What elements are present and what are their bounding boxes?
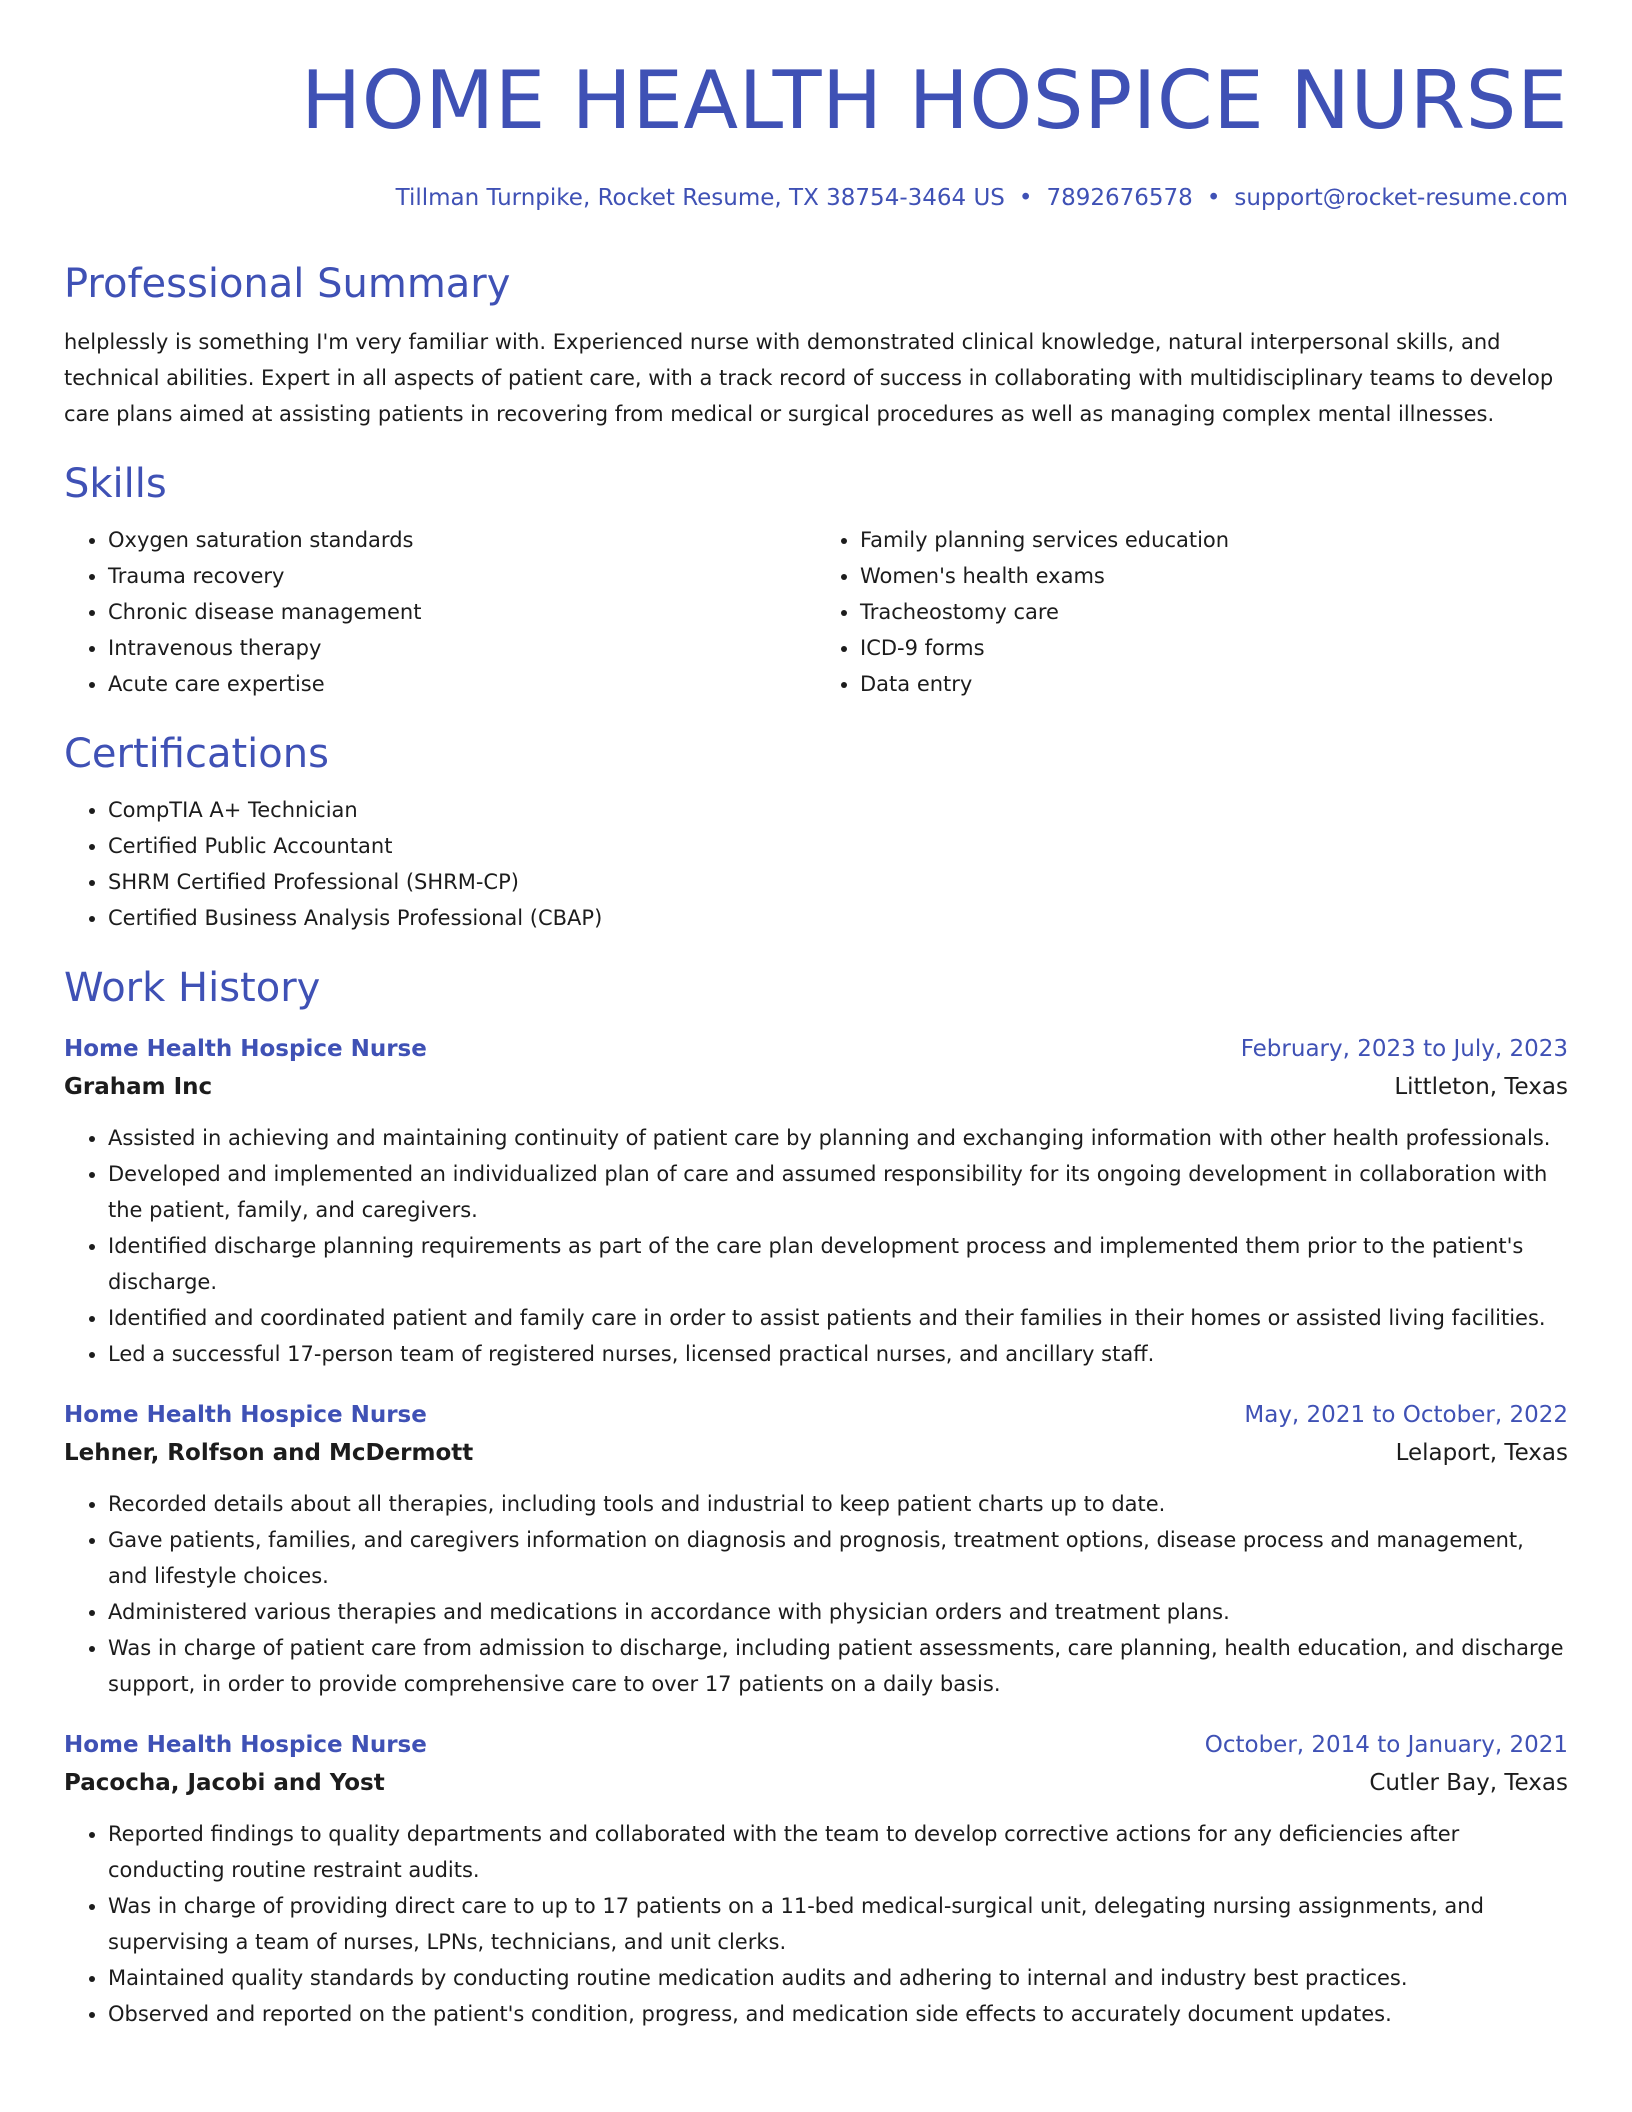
job-bullet: • Identified and coordinated patient and family care in order to assist patients and their families in their homes or assisted living facilities.: [108, 1300, 1568, 1336]
contact-address: Tillman Turnpike, Rocket Resume, TX 38754-3464 US: [395, 185, 1005, 211]
certification-item: • SHRM Certified Professional (SHRM-CP): [108, 864, 1568, 900]
certifications-heading: Certifications: [64, 731, 329, 777]
job-bullets: [64, 1486, 1568, 1702]
contact-phone: 7892676578: [1046, 185, 1193, 211]
job-location: Lelaport, Texas: [1395, 1440, 1568, 1466]
skill-item: • Intravenous therapy: [108, 630, 816, 666]
job-company-row: [64, 1068, 1568, 1106]
skills-heading: Skills: [64, 461, 167, 507]
job-location: Littleton, Texas: [1394, 1074, 1568, 1100]
skill-item: • ICD-9 forms: [860, 630, 1568, 666]
job-title: Home Health Hospice Nurse: [64, 1732, 427, 1758]
resume-header: [64, 52, 1568, 212]
job-title: Home Health Hospice Nurse: [64, 1402, 427, 1428]
skills-list-left: [64, 522, 816, 702]
job-bullets: [64, 1816, 1568, 2032]
job-company-row: [64, 1434, 1568, 1472]
job-company: Pacocha, Jacobi and Yost: [64, 1770, 385, 1796]
job-bullet: • Recorded details about all therapies, including tools and industrial to keep patient charts up to date.: [108, 1486, 1568, 1522]
job-title: Home Health Hospice Nurse: [64, 1036, 427, 1062]
certification-item: • CompTIA A+ Technician: [108, 792, 1568, 828]
skill-item: • Family planning services education: [860, 522, 1568, 558]
job-bullet: • Developed and implemented an individualized plan of care and assumed responsibility for its ongoing development in collaboration with the patient, family, and caregivers.: [108, 1156, 1568, 1228]
contact-separator: •: [1206, 185, 1221, 211]
job-header-row: [64, 1726, 1568, 1764]
skill-item: • Acute care expertise: [108, 666, 816, 702]
job-bullet: • Observed and reported on the patient's condition, progress, and medication side effects to accurately document updates.: [108, 1996, 1568, 2032]
skills-list-right: [816, 522, 1568, 702]
skill-item: • Oxygen saturation standards: [108, 522, 816, 558]
skill-item: • Chronic disease management: [108, 594, 816, 630]
job-entry: [64, 1396, 1568, 1702]
job-bullet: • Reported findings to quality departments and collaborated with the team to develop corrective actions for any deficiencies after conducting routine restraint audits.: [108, 1816, 1568, 1888]
certification-item: • Certified Public Accountant: [108, 828, 1568, 864]
job-bullet: • Administered various therapies and medications in accordance with physician orders and treatment plans.: [108, 1594, 1568, 1630]
summary-text: helplessly is something I'm very familiar with. Experienced nurse with demonstrated clinical knowledge, natural interpersonal skills, and technical abilities. Expert in all aspects of patient care, with a track record of success in collaborating with multidisciplinary teams to develop care plans aimed at assisting patients in recovering from medical or surgical procedures as well as managing complex mental illnesses.: [64, 330, 1554, 426]
job-dates: February, 2023 to July, 2023: [1240, 1036, 1568, 1062]
job-bullets: [64, 1120, 1568, 1372]
job-bullet: • Maintained quality standards by conducting routine medication audits and adhering to internal and industry best practices.: [108, 1960, 1568, 1996]
contact-line: [64, 184, 1568, 212]
job-entry: [64, 1726, 1568, 2032]
job-company: Lehner, Rolfson and McDermott: [64, 1440, 474, 1466]
job-dates: October, 2014 to January, 2021: [1204, 1732, 1568, 1758]
job-bullet: • Assisted in achieving and maintaining continuity of patient care by planning and exchanging information with other health professionals.: [108, 1120, 1568, 1156]
job-bullet: • Was in charge of patient care from admission to discharge, including patient assessments, care planning, health education, and discharge support, in order to provide comprehensive care to over 17 patients on a daily basis.: [108, 1630, 1568, 1702]
contact-email: support@rocket-resume.com: [1234, 185, 1568, 211]
skill-item: • Trauma recovery: [108, 558, 816, 594]
job-dates: May, 2021 to October, 2022: [1244, 1402, 1568, 1428]
summary-heading: Professional Summary: [64, 261, 511, 307]
job-bullet: • Identified discharge planning requirements as part of the care plan development process and implemented them prior to the patient's discharge.: [108, 1228, 1568, 1300]
job-entry: [64, 1030, 1568, 1372]
skill-item: • Women's health exams: [860, 558, 1568, 594]
skills-columns: [64, 522, 1568, 702]
job-bullet: • Was in charge of providing direct care to up to 17 patients on a 11-bed medical-surgical unit, delegating nursing assignments, and supervising a team of nurses, LPNs, technicians, and unit clerks.: [108, 1888, 1568, 1960]
certifications-list: [64, 792, 1568, 936]
job-header-row: [64, 1396, 1568, 1434]
resume-title: HOME HEALTH HOSPICE NURSE: [301, 54, 1568, 147]
job-bullet: • Gave patients, families, and caregivers information on diagnosis and prognosis, treatment options, disease process and management, and lifestyle choices.: [108, 1522, 1568, 1594]
job-company: Graham Inc: [64, 1074, 213, 1100]
job-bullet: • Led a successful 17-person team of registered nurses, licensed practical nurses, and ancillary staff.: [108, 1336, 1568, 1372]
certification-item: • Certified Business Analysis Professional (CBAP): [108, 900, 1568, 936]
contact-separator: •: [1018, 185, 1033, 211]
skill-item: • Tracheostomy care: [860, 594, 1568, 630]
job-header-row: [64, 1030, 1568, 1068]
skill-item: • Data entry: [860, 666, 1568, 702]
job-company-row: [64, 1764, 1568, 1802]
work-history-heading: Work History: [64, 965, 321, 1011]
job-location: Cutler Bay, Texas: [1369, 1770, 1568, 1796]
